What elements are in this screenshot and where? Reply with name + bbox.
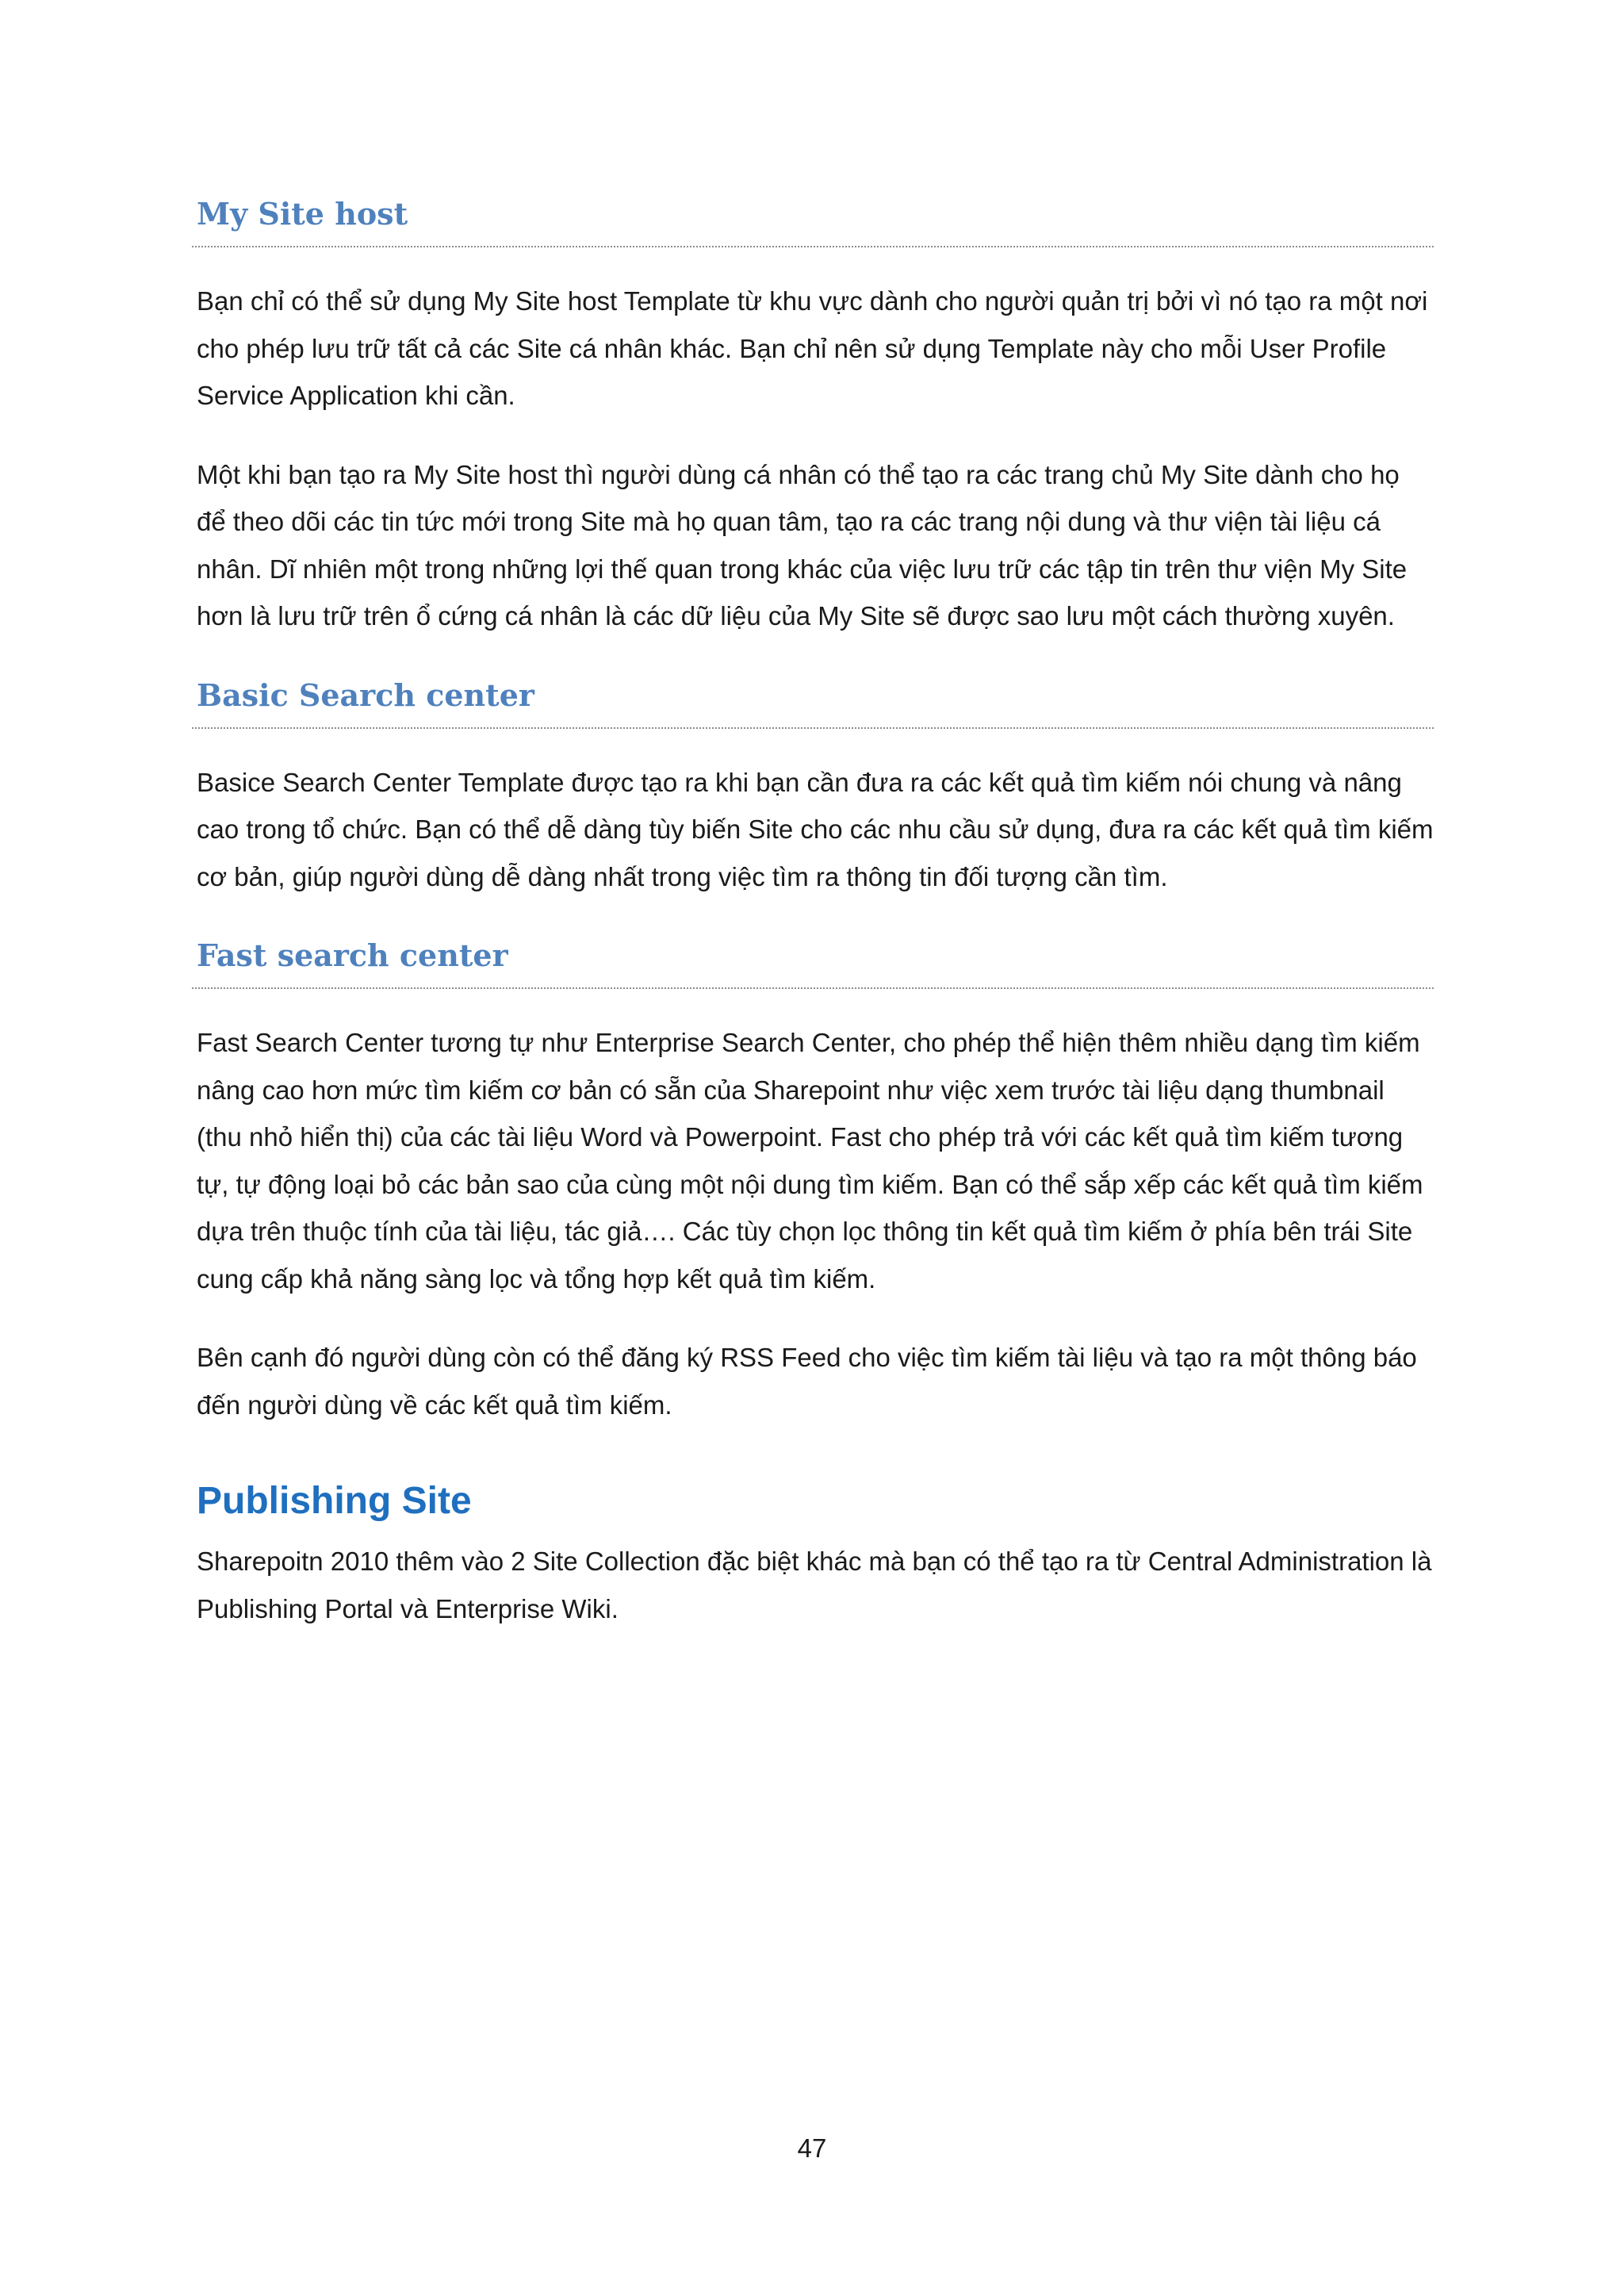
paragraph-publishing-site: Sharepoitn 2010 thêm vào 2 Site Collection đặc biệt khác mà bạn có thể tạo ra từ Central Administration là Publishing Portal và Enterprise Wiki. — [197, 1547, 1432, 1623]
paragraph-fast-search-center-2: Bên cạnh đó người dùng còn có thể đăng ký RSS Feed cho việc tìm kiếm tài liệu và tạo ra một thông báo đến người dùng về các kết quả tìm kiếm. — [197, 1343, 1417, 1420]
page-number: 47 — [797, 2133, 827, 2163]
heading-fast-search-center: Fast search center — [192, 932, 1434, 989]
paragraph-my-site-host-1: Bạn chỉ có thể sử dụng My Site host Template từ khu vực dành cho người quản trị bởi vì nó tạo ra một nơi cho phép lưu trữ tất cả các Site cá nhân khác. Bạn chỉ nên sử dụng Template này cho mỗi User Profile Service Application khi cần. — [197, 286, 1428, 410]
paragraph-basic-search-center: Basice Search Center Template được tạo ra khi bạn cần đưa ra các kết quả tìm kiếm nói chung và nâng cao trong tổ chức. Bạn có thể dễ dàng tùy biến Site cho các nhu cầu sử dụng, đưa ra các kết quả tìm kiếm cơ bản, giúp người dùng dễ dàng nhất trong việc tìm ra thông tin đối tượng cần tìm. — [197, 767, 1434, 891]
heading-basic-search-center: Basic Search center — [192, 672, 1434, 729]
heading-publishing-site: Publishing Site — [197, 1480, 472, 1522]
paragraph-my-site-host-2: Một khi bạn tạo ra My Site host thì người dùng cá nhân có thể tạo ra các trang chủ My Site dành cho họ để theo dõi các tin tức mới trong Site mà họ quan tâm, tạo ra các trang nội dung và thư viện tài liệu cá nhân. Dĩ nhiên một trong những lợi thế quan trong khác của việc lưu trữ các tập tin trên thư viện My Site hơn là lưu trữ trên ổ cứng cá nhân là các dữ liệu của My Site sẽ được sao lưu một cách thường xuyên. — [197, 459, 1408, 631]
paragraph-fast-search-center-1: Fast Search Center tương tự như Enterprise Search Center, cho phép thể hiện thêm nhiều dạng tìm kiếm nâng cao hơn mức tìm kiếm cơ bản có sẵn của Sharepoint như việc xem trước tài liệu dạng thumbnail (thu nhỏ hiển thị) của các tài liệu Word và Powerpoint. Fast cho phép trả với các kết quả tìm kiếm tương tự, tự động loại bỏ các bản sao của cùng một nội dung tìm kiếm. Bạn có thể sắp xếp các kết quả tìm kiếm dựa trên thuộc tính của tài liệu, tác giả…. Các tùy chọn lọc thông tin kết quả tìm kiếm ở phía bên trái Site cung cấp khả năng sàng lọc và tổng hợp kết quả tìm kiếm. — [197, 1028, 1423, 1294]
heading-my-site-host: My Site host — [192, 190, 1434, 247]
page-content — [197, 190, 1434, 1632]
